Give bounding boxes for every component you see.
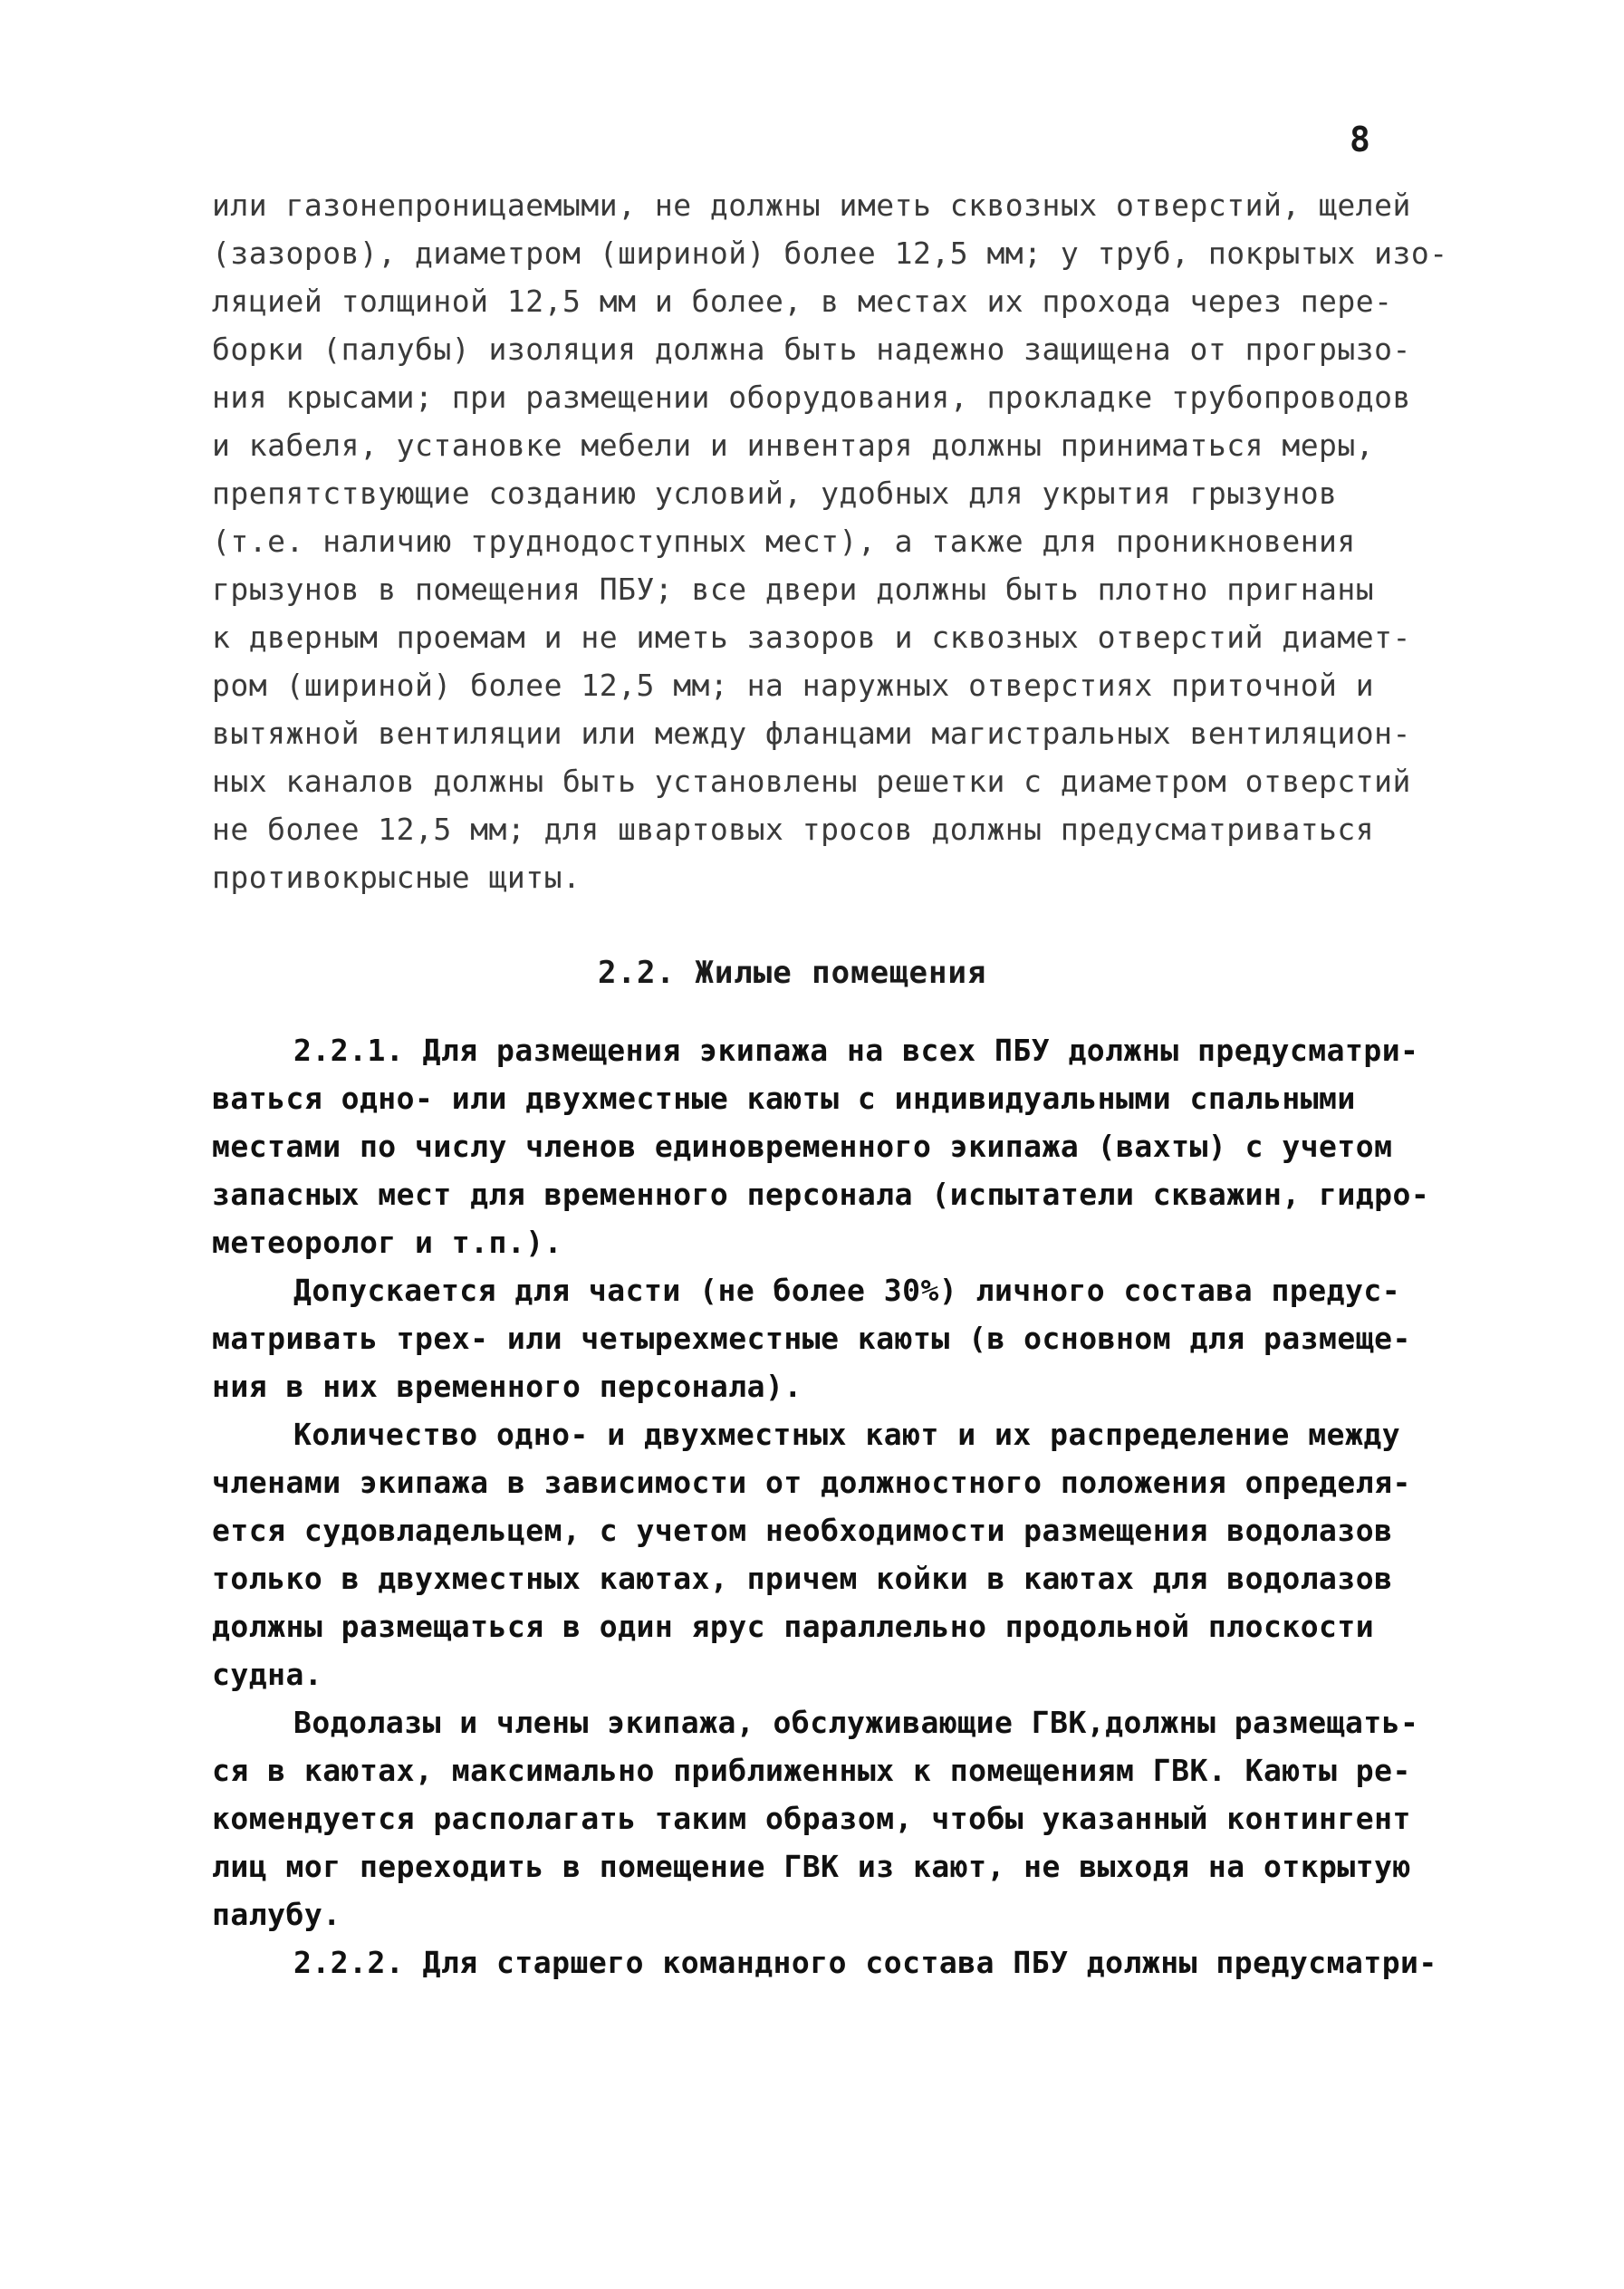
paragraph-line: судна. <box>212 1657 323 1692</box>
intro-line: вытяжной вентиляции или между фланцами магистральных вентиляцион- <box>212 716 1411 751</box>
paragraph-line: Количество одно- и двухместных кают и их распределение между <box>293 1417 1401 1452</box>
paragraph-line: лиц мог переходить в помещение ГВК из кают, не выходя на открытую <box>212 1849 1411 1884</box>
intro-line: (т.е. наличию труднодоступных мест), а также для проникновения <box>212 524 1356 559</box>
main-text-block <box>212 1026 1480 1986</box>
intro-line: борки (палубы) изоляция должна быть надежно защищена от прогрызо- <box>212 332 1411 367</box>
intro-line: не более 12,5 мм; для швартовых тросов должны предусматриваться <box>212 812 1375 847</box>
paragraph-divers <box>212 1698 1480 1938</box>
paragraph-allowance <box>212 1266 1480 1410</box>
paragraph-line: Водолазы и члены экипажа, обслуживающие ГВК,должны размещать- <box>293 1705 1419 1740</box>
paragraph-2-2-1 <box>212 1026 1480 1266</box>
paragraph-line: только в двухместных каютах, причем койки в каютах для водолазов <box>212 1561 1393 1596</box>
paragraph-line: запасных мест для временного персонала (испытатели скважин, гидро- <box>212 1177 1430 1212</box>
paragraph-line: ся в каютах, максимально приближенных к помещениям ГВК. Каюты ре- <box>212 1753 1411 1788</box>
intro-line: грызунов в помещения ПБУ; все двери должны быть плотно пригнаны <box>212 572 1375 607</box>
intro-text-block <box>212 181 1480 901</box>
paragraph-line: членами экипажа в зависимости от должностного положения определя- <box>212 1465 1411 1500</box>
paragraph-line: комендуется располагать таким образом, чтобы указанный контингент <box>212 1801 1411 1836</box>
paragraph-line: палубу. <box>212 1897 341 1932</box>
paragraph-2-2-2 <box>212 1938 1480 1986</box>
intro-line: к дверным проемам и не иметь зазоров и сквозных отверстий диамет- <box>212 620 1411 655</box>
intro-line: ных каналов должны быть установлены решетки с диаметром отверстий <box>212 764 1411 799</box>
intro-line: ляцией толщиной 12,5 мм и более, в местах их прохода через пере- <box>212 284 1393 319</box>
paragraph-line: ваться одно- или двухместные каюты с индивидуальными спальными <box>212 1081 1356 1116</box>
intro-line: ния крысами; при размещении оборудования, прокладке трубопроводов <box>212 380 1411 415</box>
paragraph-line: метеоролог и т.п.). <box>212 1225 562 1260</box>
intro-line: (зазоров), диаметром (шириной) более 12,5 мм; у труб, покрытых изо- <box>212 236 1448 271</box>
paragraph-line: должны размещаться в один ярус параллельно продольной плоскости <box>212 1609 1375 1644</box>
paragraph-line: Допускается для части (не более 30%) личного состава предус- <box>293 1273 1401 1308</box>
intro-line: ром (шириной) более 12,5 мм; на наружных отверстиях приточной и <box>212 668 1375 703</box>
paragraph-line: ется судовладельцем, с учетом необходимости размещения водолазов <box>212 1513 1393 1548</box>
intro-line: и кабеля, установке мебели и инвентаря должны приниматься меры, <box>212 428 1375 463</box>
paragraph-line: местами по числу членов единовременного экипажа (вахты) с учетом <box>212 1129 1393 1164</box>
paragraph-line: ния в них временного персонала). <box>212 1369 802 1404</box>
page-number: 8 <box>1350 120 1371 159</box>
paragraph-line: матривать трех- или четырехместные каюты (в основном для размеще- <box>212 1321 1411 1356</box>
paragraph-line: 2.2.1. Для размещения экипажа на всех ПБУ должны предусматри- <box>293 1033 1419 1068</box>
intro-line: противокрысные щиты. <box>212 860 581 895</box>
paragraph-line: 2.2.2. Для старшего командного состава ПБУ должны предусматри- <box>293 1945 1437 1980</box>
intro-line: или газонепроницаемыми, не должны иметь сквозных отверстий, щелей <box>212 188 1411 223</box>
paragraph-cabin-count <box>212 1410 1480 1698</box>
intro-line: препятствующие созданию условий, удобных для укрытия грызунов <box>212 476 1338 511</box>
section-heading: 2.2. Жилые помещения <box>598 955 987 991</box>
